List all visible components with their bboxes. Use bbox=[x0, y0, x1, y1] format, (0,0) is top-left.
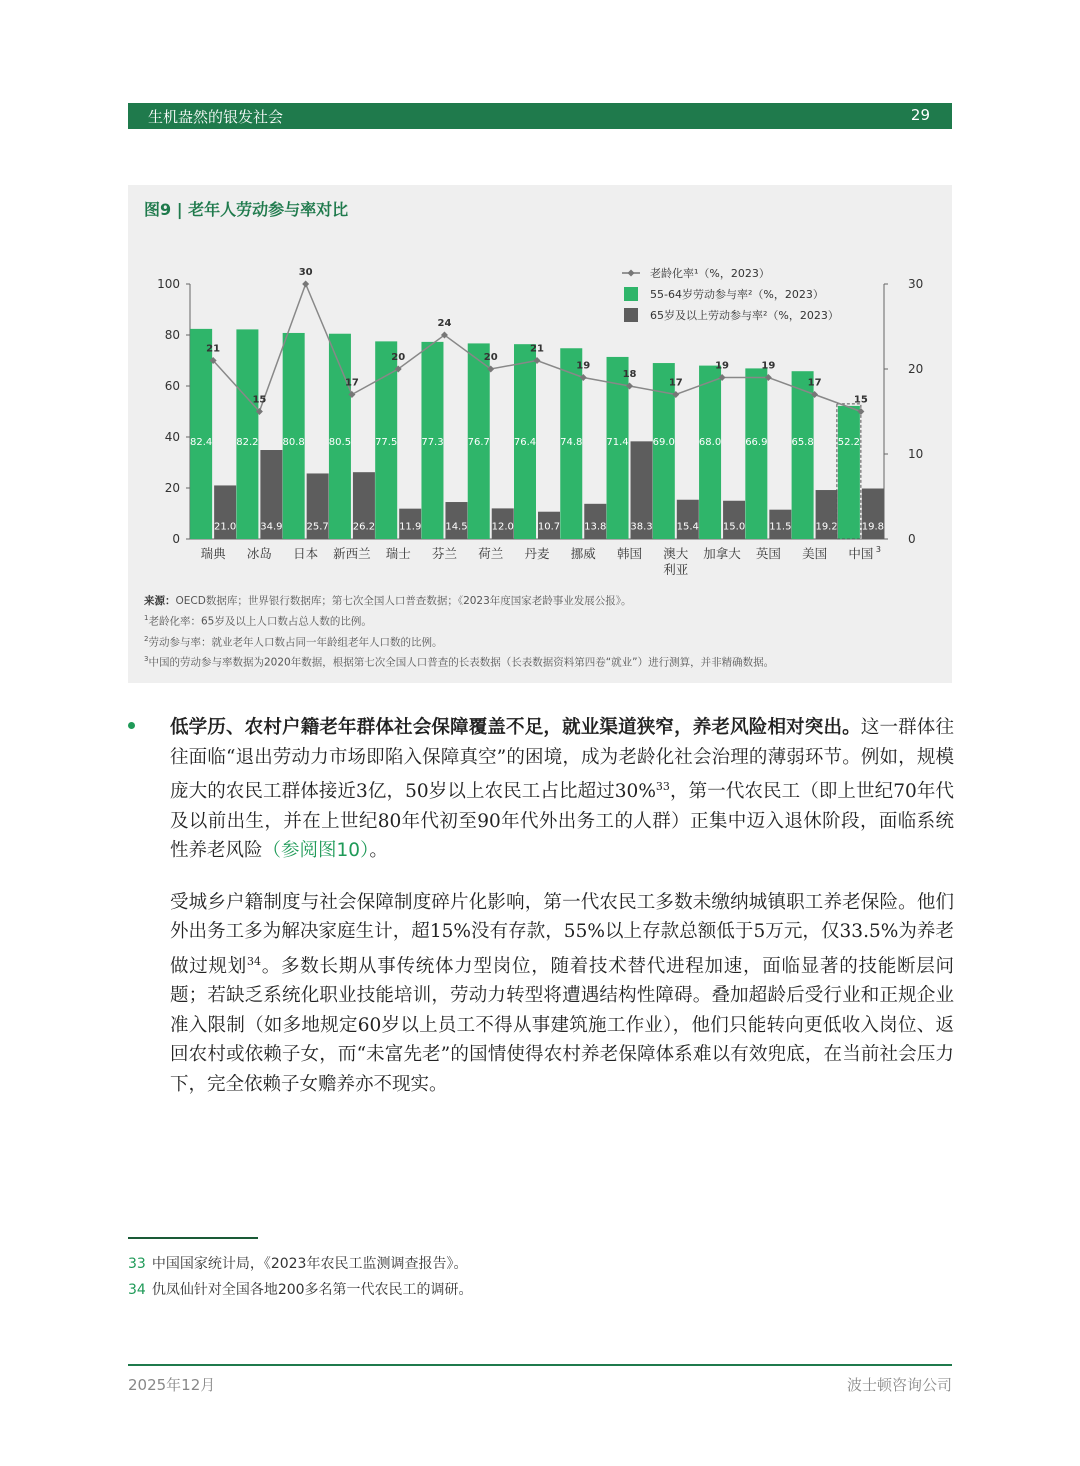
note-3 bbox=[144, 651, 944, 672]
footer-divider bbox=[128, 1364, 952, 1366]
aging-rate-label: 15 bbox=[853, 394, 868, 406]
bar-55-64 bbox=[745, 368, 767, 539]
bar-55-64 bbox=[190, 329, 212, 539]
right-axis-tick-label: 30 bbox=[908, 277, 924, 291]
note-1 bbox=[144, 610, 944, 631]
note-2 bbox=[144, 631, 944, 652]
x-axis-category-label: 韩国 bbox=[617, 546, 643, 561]
bar-65-plus-label: 19.2 bbox=[815, 521, 838, 533]
aging-rate-label: 15 bbox=[252, 394, 267, 406]
bar-55-64-label: 66.9 bbox=[745, 437, 768, 448]
x-axis-category-label: 冰岛 bbox=[246, 546, 272, 561]
note-2-mark: 2 bbox=[144, 634, 149, 643]
bar-55-64-label: 80.5 bbox=[328, 437, 352, 448]
bar-55-64 bbox=[699, 366, 721, 539]
legend-line-marker bbox=[628, 270, 635, 277]
bar-65-plus-label: 26.2 bbox=[352, 521, 376, 533]
note-1-text: 老龄化率：65岁及以上人口数占总人数的比例。 bbox=[148, 615, 372, 628]
bar-55-64 bbox=[792, 371, 814, 539]
legend-aging-rate: 老龄化率¹（%，2023） bbox=[650, 267, 770, 280]
x-axis-category-label: 日本 bbox=[293, 546, 319, 561]
bar-65-plus-label: 34.9 bbox=[260, 521, 283, 533]
bar-55-64 bbox=[838, 406, 860, 539]
para1-text-b: ，第一代农民工（即上世纪70年代及以前出生，并在上世纪80年代初至90年代外出务工的人群）正集中迈入退休阶段，面临系统性养老风险 bbox=[170, 781, 954, 862]
aging-rate-label: 19 bbox=[576, 360, 591, 372]
header-title: 生机盎然的银发社会 bbox=[148, 108, 284, 126]
bar-55-64-label: 82.4 bbox=[190, 437, 213, 448]
bar-55-64-label: 71.4 bbox=[606, 437, 629, 448]
bar-65-plus-label: 15.0 bbox=[722, 521, 746, 533]
figure-title: 图9 | 老年人劳动参与率对比 bbox=[144, 200, 349, 219]
bar-65-plus bbox=[677, 500, 699, 539]
left-axis-tick-label: 60 bbox=[164, 379, 180, 393]
chart bbox=[128, 185, 952, 595]
bar-55-64-label: 77.5 bbox=[375, 437, 398, 448]
footnote-divider bbox=[128, 1237, 258, 1239]
bar-55-64-label: 68.0 bbox=[698, 437, 722, 448]
paragraph-1 bbox=[170, 713, 954, 866]
footer-company: 波士顿咨询公司 bbox=[846, 1376, 952, 1394]
footnote-33 bbox=[128, 1253, 467, 1273]
note-1-mark: 1 bbox=[144, 614, 149, 622]
bar-55-64-label: 80.8 bbox=[282, 437, 305, 448]
header-bar bbox=[128, 103, 952, 129]
aging-rate-label: 20 bbox=[391, 352, 406, 363]
note-3-text: 中国的劳动参与率数据为2020年数据，根据第七次全国人口普查的长表数据（长表数据资料第四卷“就业”）进行测算，并非精确数据。 bbox=[148, 656, 775, 669]
footnote-ref-34[interactable]: 34 bbox=[247, 954, 261, 968]
bar-55-64-label: 65.8 bbox=[791, 437, 814, 448]
aging-rate-label: 21 bbox=[206, 343, 221, 355]
left-axis-tick-label: 0 bbox=[172, 532, 180, 546]
bar-65-plus-label: 10.7 bbox=[537, 521, 561, 533]
aging-rate-label: 18 bbox=[622, 369, 637, 380]
x-axis-category-label: 瑞士 bbox=[385, 546, 411, 561]
aging-rate-point bbox=[302, 281, 309, 288]
paragraph-2 bbox=[170, 888, 954, 1100]
bar-55-64 bbox=[653, 363, 675, 539]
left-axis-tick-label: 80 bbox=[164, 328, 180, 342]
x-axis-category-label: 荷兰 bbox=[478, 546, 504, 561]
source-label: 来源： bbox=[144, 595, 176, 607]
bar-55-64 bbox=[283, 333, 305, 539]
note-2-text: 劳动参与率：就业老年人口数占同一年龄组老年人口数的比例。 bbox=[148, 636, 443, 648]
legend-green-swatch bbox=[624, 287, 638, 301]
bar-55-64-label: 69.0 bbox=[652, 437, 675, 448]
x-axis-category-label: 中国 bbox=[848, 546, 874, 561]
bar-65-plus-label: 12.0 bbox=[491, 521, 514, 533]
bar-65-plus-label: 14.5 bbox=[445, 521, 468, 533]
figure-panel bbox=[128, 185, 952, 683]
aging-rate-label: 20 bbox=[483, 352, 498, 363]
right-axis-tick-label: 20 bbox=[908, 362, 924, 376]
aging-rate-label: 19 bbox=[761, 360, 776, 372]
para1-text-a: 这一群体往往面临“退出劳动力市场即陷入保障真空”的困境，成为老龄化社会治理的薄弱环节。例如，规模庞大的农民工群体接近3亿，50岁以上农民工占比超过30% bbox=[170, 717, 954, 803]
footnote-num: 34 bbox=[128, 1282, 146, 1298]
bar-65-plus bbox=[723, 501, 745, 539]
aging-rate-label: 17 bbox=[344, 377, 359, 389]
footnote-text: 仇凤仙针对全国各地200多名第一代农民工的调研。 bbox=[151, 1282, 473, 1298]
source-text: OECD数据库；世界银行数据库；第七次全国人口普查数据；《2023年度国家老龄事业发展公报》。 bbox=[175, 595, 632, 607]
left-axis-tick-label: 100 bbox=[157, 277, 180, 291]
right-axis-tick-label: 10 bbox=[908, 447, 924, 461]
bar-65-plus-label: 11.5 bbox=[769, 521, 792, 533]
x-axis-category-label: 芬兰 bbox=[431, 546, 457, 561]
x-axis-category-label: 美国 bbox=[802, 546, 828, 561]
bar-65-plus-label: 19.8 bbox=[861, 521, 884, 533]
x-axis-category-label: 瑞典 bbox=[200, 546, 226, 561]
aging-rate-label: 30 bbox=[298, 267, 313, 278]
bar-65-plus-label: 38.3 bbox=[630, 521, 653, 533]
x-axis-category-label: 丹麦 bbox=[524, 546, 550, 561]
footnote-text: 中国国家统计局，《2023年农民工监测调查报告》。 bbox=[151, 1256, 468, 1272]
left-axis-tick-label: 20 bbox=[164, 481, 180, 495]
para2-text-a: 受城乡户籍制度与社会保障制度碎片化影响，第一代农民工多数未缴纳城镇职工养老保险。他们外出务工多为解决家庭生计，超15%没有存款，55%以上存款总额低于5万元，仅33.5%为养老做过规划 bbox=[170, 891, 954, 977]
bar-65-plus-label: 11.9 bbox=[399, 521, 422, 533]
bar-65-plus-label: 15.4 bbox=[676, 521, 699, 533]
x-axis-category-label: 加拿大 bbox=[703, 546, 741, 561]
bar-55-64-label: 76.4 bbox=[513, 437, 537, 448]
aging-rate-label: 24 bbox=[437, 318, 452, 329]
bullet-lead: 低学历、农村户籍老年群体社会保障覆盖不足，就业渠道狭窄，养老风险相对突出。 bbox=[170, 717, 861, 738]
bar-65-plus-label: 13.8 bbox=[584, 521, 607, 533]
china-note-mark: 3 bbox=[875, 545, 881, 554]
right-axis-tick-label: 0 bbox=[908, 532, 916, 546]
footnote-34 bbox=[128, 1279, 473, 1299]
bar-65-plus-label: 25.7 bbox=[306, 521, 329, 533]
left-axis-tick-label: 40 bbox=[164, 430, 180, 444]
x-axis-category-label: 澳大 bbox=[663, 546, 689, 561]
x-axis-category-label: 英国 bbox=[755, 546, 781, 561]
bar-55-64-label: 52.2 bbox=[837, 437, 860, 448]
bar-55-64-label: 82.2 bbox=[236, 437, 259, 448]
x-axis-category-label: 新西兰 bbox=[333, 546, 371, 561]
aging-rate-label: 17 bbox=[807, 377, 822, 389]
x-axis-category-label: 利亚 bbox=[663, 562, 689, 577]
footnote-ref-33[interactable]: 33 bbox=[655, 780, 670, 793]
aging-rate-label: 19 bbox=[715, 360, 730, 372]
para1-end: 。 bbox=[369, 840, 388, 862]
bar-65-plus-label: 21.0 bbox=[214, 521, 237, 533]
bar-55-64-label: 74.8 bbox=[560, 437, 583, 448]
legend-55-64: 55-64岁劳动参与率²（%，2023） bbox=[650, 288, 824, 301]
x-axis-category-label: 挪威 bbox=[570, 546, 596, 561]
footnote-num: 33 bbox=[128, 1256, 146, 1272]
bar-55-64 bbox=[236, 329, 258, 539]
source-note bbox=[144, 593, 944, 610]
figure-notes bbox=[144, 593, 944, 672]
legend-65-plus: 65岁及以上劳动参与率²（%，2023） bbox=[650, 309, 839, 322]
bar-55-64-label: 76.7 bbox=[467, 437, 490, 448]
footer-date: 2025年12月 bbox=[128, 1376, 216, 1394]
note-3-mark: 3 bbox=[144, 655, 149, 663]
para2-text-b: 。多数长期从事传统体力型岗位，随着技术替代进程加速，面临显著的技能断层问题；若缺乏系统化职业技能培训，劳动力转型将遭遇结构性障碍。叠加超龄后受行业和正规企业准入限制（如多地规定60岁以上员工不得从事建筑施工作业），他们只能转向更低收入岗位、返回农村或依赖子女，而“未富先老”的国情使得农村养老保障体系难以有效兜底，在当前社会压力下，完全依赖子女赡养亦不现实。 bbox=[170, 955, 954, 1095]
page-number: 29 bbox=[910, 106, 930, 124]
legend-grey-swatch bbox=[624, 308, 638, 322]
bullet-dot bbox=[128, 722, 135, 729]
bar-55-64-label: 77.3 bbox=[421, 437, 444, 448]
aging-rate-label: 17 bbox=[668, 377, 683, 389]
figure-10-link[interactable]: （参阅图10） bbox=[262, 840, 370, 862]
body-text bbox=[170, 713, 954, 1121]
aging-rate-label: 21 bbox=[530, 343, 544, 355]
